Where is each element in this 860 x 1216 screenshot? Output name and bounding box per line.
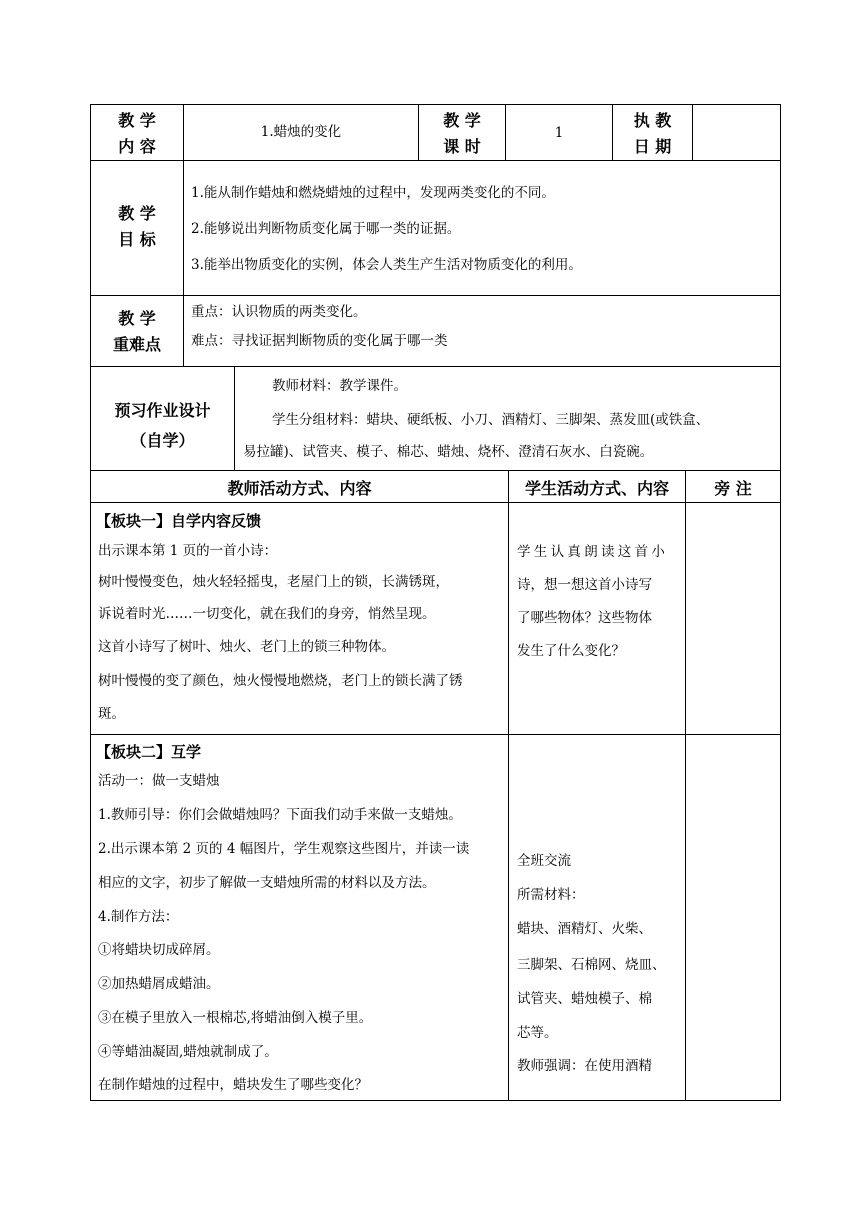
rule-bottom: [90, 1100, 781, 1101]
content-value: 1.蜡烛的变化: [260, 124, 342, 140]
block2-teacher-line-5: 4.制作方法：: [98, 909, 179, 925]
rule-label-col: [183, 104, 184, 367]
period-label-line1: 教 学: [443, 111, 481, 130]
block1-title: 【板块一】自学内容反馈: [96, 512, 262, 530]
block2-teacher-line-8: ③在模子里放入一根棉芯,将蜡油倒入模子里。: [98, 1010, 373, 1026]
block1-student-line-4: 发生了什么变化？: [517, 643, 625, 659]
block2-student-line-7: 教师强调：在使用酒精: [517, 1058, 652, 1074]
preview-line-2: 学生分组材料：蜡块、硬纸板、小刀、酒精灯、三脚架、蒸发皿(或铁盒、: [272, 412, 710, 428]
block1-student-line-2: 诗，想一想这首小诗写: [517, 577, 652, 593]
goals-label: [91, 201, 183, 253]
block2-teacher-line-1: 活动一：做一支蜡烛: [98, 773, 220, 789]
rule-notes-col: [685, 470, 686, 1101]
content-label: [91, 108, 183, 160]
block1-teacher-line-2: 树叶慢慢变色，烛火轻轻摇曳，老屋门上的锁，长满锈斑，: [98, 574, 449, 590]
block1-teacher-line-5: 树叶慢慢的变了颜色，烛火慢慢地燃烧，老门上的锁长满了锈: [98, 673, 463, 689]
period-value: 1: [554, 125, 564, 141]
rule-block1-bottom: [90, 734, 781, 735]
block1-student-line-3: 了哪些物体？这些物体: [517, 610, 652, 626]
goal-item-2: 2.能够说出判断物质变化属于哪一类的证据。: [191, 221, 461, 237]
student-column-header: 学生活动方式、内容: [524, 479, 669, 498]
rule-top: [90, 104, 781, 105]
date-label-line2: 日 期: [633, 137, 672, 156]
rule-h4: [692, 104, 693, 161]
keypoints-label-line2: 重难点: [112, 335, 161, 354]
block2-teacher-line-2: 1.教师引导：你们会做蜡烛吗？下面我们动手来做一支蜡烛。: [98, 807, 462, 823]
goals-label-line2: 目 标: [118, 230, 156, 249]
preview-label: [91, 396, 234, 456]
block2-student-line-4: 三脚架、石棉网、烧皿、: [517, 957, 666, 973]
preview-label-line2: （自学）: [130, 431, 195, 450]
rule-preview-bottom: [90, 470, 781, 471]
goal-item-1: 1.能从制作蜡烛和燃烧蜡烛的过程中，发现两类变化的不同。: [191, 185, 555, 201]
content-label-line1: 教 学: [118, 111, 156, 130]
rule-student-col: [508, 470, 509, 1101]
block2-teacher-line-7: ②加热蜡屑成蜡油。: [98, 976, 220, 992]
goals-label-line1: 教 学: [118, 204, 156, 223]
block2-teacher-line-6: ①将蜡块切成碎屑。: [98, 942, 220, 958]
block2-teacher-line-9: ④等蜡油凝固,蜡烛就制成了。: [98, 1044, 278, 1060]
block1-student-line-1: 学生认真朗读这首小: [517, 544, 669, 560]
rule-left: [90, 104, 91, 1101]
rule-columns-bottom: [90, 502, 781, 503]
block1-teacher-line-1: 出示课本第 1 页的一首小诗：: [98, 543, 278, 559]
period-label: [419, 108, 505, 160]
keypoint-difficulty: 难点：寻找证据判断物质的变化属于哪一类: [191, 333, 448, 349]
rule-header-bottom: [90, 160, 781, 161]
keypoints-label-line1: 教 学: [118, 309, 156, 328]
preview-line-1: 教师材料：教学课件。: [272, 378, 407, 394]
rule-preview-col: [234, 366, 235, 471]
block1-teacher-line-3: 诉说着时光……一切变化，就在我们的身旁，悄然呈现。: [98, 606, 436, 622]
block2-title: 【板块二】互学: [96, 743, 202, 761]
content-label-line2: 内 容: [118, 137, 156, 156]
block1-teacher-line-6: 斑。: [98, 706, 125, 722]
rule-goals-bottom: [90, 295, 781, 296]
preview-label-line1: 预习作业设计: [114, 401, 211, 420]
period-label-line2: 课 时: [443, 137, 481, 156]
notes-column-header: 旁 注: [714, 479, 752, 498]
preview-line-3: 易拉罐)、试管夹、模子、棉芯、蜡烛、烧杯、澄清石灰水、白瓷碗。: [243, 444, 654, 460]
block2-student-line-3: 蜡块、酒精灯、火柴、: [517, 921, 652, 937]
teacher-column-header: 教师活动方式、内容: [227, 479, 372, 498]
block2-student-line-6: 芯等。: [517, 1025, 558, 1041]
block2-teacher-line-4: 相应的文字，初步了解做一支蜡烛所需的材料以及方法。: [98, 875, 436, 891]
goal-item-3: 3.能举出物质变化的实例，体会人类生产生活对物质变化的利用。: [191, 257, 582, 273]
block2-student-line-1: 全班交流: [517, 853, 571, 869]
date-label: [613, 108, 692, 160]
block2-student-line-2: 所需材料：: [517, 887, 585, 903]
keypoint-focus: 重点：认识物质的两类变化。: [191, 304, 367, 320]
date-label-line1: 执 教: [633, 111, 672, 130]
block2-teacher-line-10: 在制作蜡烛的过程中，蜡块发生了哪些变化？: [98, 1077, 368, 1093]
rule-keypoints-bottom: [90, 366, 781, 367]
block2-teacher-line-3: 2.出示课本第 2 页的 4 幅图片，学生观察这些图片，并读一读: [98, 841, 470, 857]
block2-student-line-5: 试管夹、蜡烛模子、棉: [517, 991, 652, 1007]
block1-teacher-line-4: 这首小诗写了树叶、烛火、老门上的锁三种物体。: [98, 639, 395, 655]
keypoints-label: [91, 306, 183, 358]
rule-right: [780, 104, 781, 1101]
